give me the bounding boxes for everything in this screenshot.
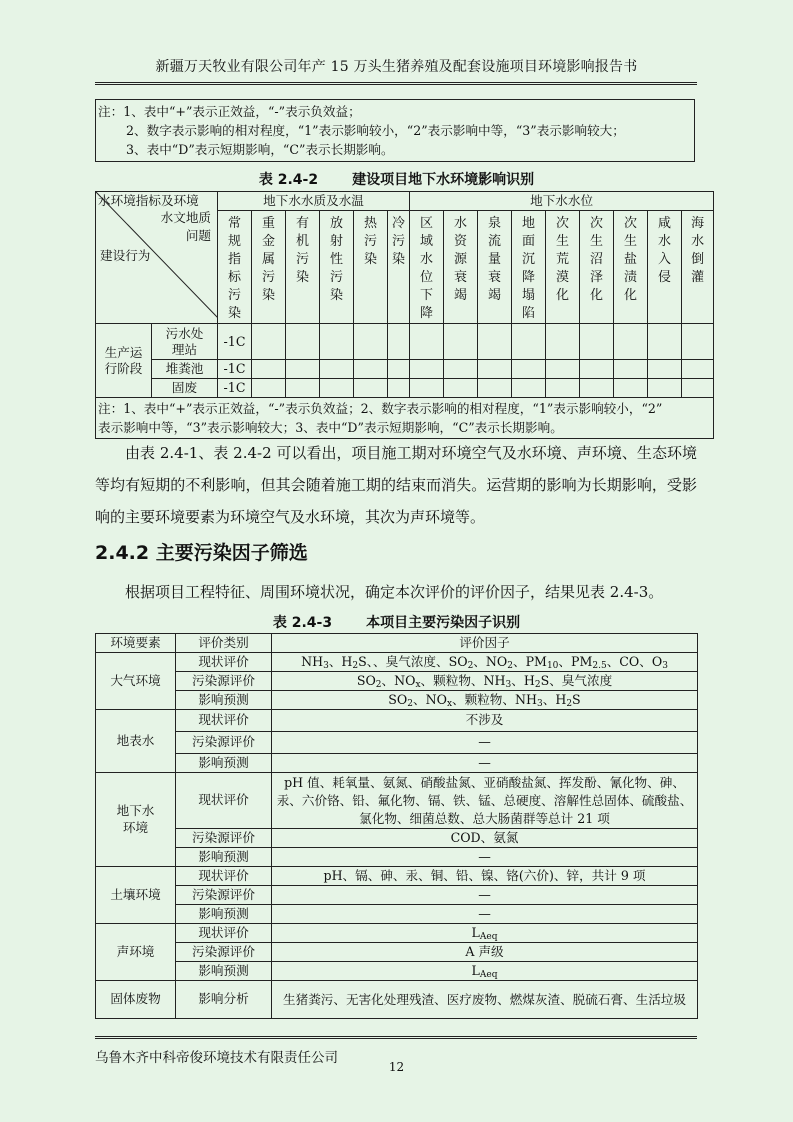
diag-label: 水文地质 xyxy=(160,210,211,225)
element-cell: 土壤环境 xyxy=(96,867,176,924)
col-header: 重金属污染 xyxy=(252,211,286,324)
header-divider xyxy=(95,82,697,85)
category-cell: 现状评价 xyxy=(176,773,272,829)
col-header: 区域水位下降 xyxy=(410,211,444,324)
row-label: 堆粪池 xyxy=(152,360,218,379)
table-242 xyxy=(95,191,714,439)
factor-cell: $L_{Aeq}$ xyxy=(272,924,698,943)
col-header: 泉流量衰竭 xyxy=(478,211,512,324)
col-header: 水资源衰竭 xyxy=(444,211,478,324)
table-cell: -1C xyxy=(218,360,252,379)
category-cell: 影响分析 xyxy=(176,981,272,1019)
category-cell: 现状评价 xyxy=(176,710,272,732)
row-label: 固废 xyxy=(152,379,218,398)
col-header: 次生沼泽化 xyxy=(580,211,614,324)
row-label: 污水处理站 xyxy=(152,324,218,360)
element-cell: 声环境 xyxy=(96,924,176,981)
stage-cell: 生产运行阶段 xyxy=(96,324,152,398)
col-header: 次生荒漠化 xyxy=(546,211,580,324)
col-header: 次生盐渍化 xyxy=(614,211,648,324)
category-cell: 污染源评价 xyxy=(176,829,272,848)
col-header: 放射性污染 xyxy=(320,211,354,324)
table-cell: -1C xyxy=(218,324,252,360)
category-cell: 影响预测 xyxy=(176,962,272,981)
diagonal-header-cell xyxy=(96,192,218,324)
table-242-caption xyxy=(0,169,793,189)
table-header: 评价类别 xyxy=(176,634,272,653)
footer-divider xyxy=(95,1036,697,1039)
category-cell: 污染源评价 xyxy=(176,732,272,754)
element-cell: 大气环境 xyxy=(96,653,176,710)
category-cell: 污染源评价 xyxy=(176,943,272,962)
page-number: 12 xyxy=(388,1060,405,1074)
top-note xyxy=(95,99,695,162)
diag-label: 水环境指标及环境 xyxy=(98,193,199,208)
factor-cell: pH、镉、砷、汞、铜、铅、镍、铬(六价)、锌，共计 9 项 xyxy=(272,867,698,886)
body-paragraph: 由表 2.4-1、表 2.4-2 可以看出，项目施工期对环境空气及水环境、声环境、生态环境等均有短期的不利影响，但其会随着施工期的结束而消失。运营期的影响为长期影响，受影响的主要环境要素为环境空气及水环境，其次为声环境等。 xyxy=(95,444,697,526)
category-cell: 现状评价 xyxy=(176,867,272,886)
factor-cell: $L_{Aeq}$ xyxy=(272,962,698,981)
page-header: 新疆万天牧业有限公司年产 15 万头生猪养殖及配套设施项目环境影响报告书 xyxy=(155,59,638,75)
category-cell: 影响预测 xyxy=(176,754,272,773)
element-cell: 地下水环境 xyxy=(96,773,176,867)
diag-label: 建设行为 xyxy=(100,248,151,263)
factor-cell: — xyxy=(272,848,698,867)
col-header: 海水倒灌 xyxy=(682,211,714,324)
caption-number: 表 2.4-2 xyxy=(258,172,319,188)
element-cell: 固体废物 xyxy=(96,981,176,1019)
category-cell: 影响预测 xyxy=(176,691,272,710)
category-cell: 污染源评价 xyxy=(176,886,272,905)
category-cell: 影响预测 xyxy=(176,905,272,924)
table-header: 评价因子 xyxy=(272,634,698,653)
table-note: 注：1、表中“+”表示正效益，“-”表示负效益；2、数字表示影响的相对程度，“1”表示影响较小，“2” 表示影响中等，“3”表示影响较大；3、表中“D”表示短期影响，“C”表示长期影响。 xyxy=(96,398,714,439)
factor-cell: $SO_2$、$NO_x$、颗粒物、$NH_3$、$H_2S$ xyxy=(272,691,698,710)
body-paragraph: 根据项目工程特征、周围环境状况，确定本次评价的评价因子，结果见表 2.4-3。 xyxy=(125,583,664,601)
factor-cell: — xyxy=(272,886,698,905)
category-cell: 污染源评价 xyxy=(176,672,272,691)
col-header: 咸水入侵 xyxy=(648,211,682,324)
factor-cell: 生猪粪污、无害化处理残渣、医疗废物、燃煤灰渣、脱硫石膏、生活垃圾 xyxy=(272,981,698,1019)
element-cell: 地表水 xyxy=(96,710,176,773)
factor-cell: A 声级 xyxy=(272,943,698,962)
factor-cell: pH 值、耗氧量、氨氮、硝酸盐氮、亚硝酸盐氮、挥发酚、氰化物、砷、汞、六价铬、铅、氟化物、镉、铁、锰、总硬度、溶解性总固体、硫酸盐、氯化物、细菌总数、总大肠菌群等总计 21 项 xyxy=(272,773,698,829)
factor-cell: 不涉及 xyxy=(272,710,698,732)
section-heading: 2.4.2 主要污染因子筛选 xyxy=(95,542,308,564)
caption-title: 本项目主要污染因子识别 xyxy=(366,615,521,631)
category-cell: 现状评价 xyxy=(176,653,272,672)
factor-cell: — xyxy=(272,754,698,773)
col-header: 地面沉降塌陷 xyxy=(512,211,546,324)
caption-number: 表 2.4-3 xyxy=(272,615,333,631)
group-header: 地下水水位 xyxy=(410,192,714,211)
factor-cell: $NH_3$、$H_2S$、、臭气浓度、$SO_2$、$NO_2$、$PM_{10}$、$PM_{2.5}$、CO、$O_3$ xyxy=(272,653,698,672)
factor-cell: COD、氨氮 xyxy=(272,829,698,848)
table-header: 环境要素 xyxy=(96,634,176,653)
note-line: 2、数字表示影响的相对程度，“1”表示影响较小，“2”表示影响中等，“3”表示影响较大； xyxy=(126,123,625,138)
caption-title: 建设项目地下水环境影响识别 xyxy=(352,172,535,188)
category-cell: 现状评价 xyxy=(176,924,272,943)
factor-cell: — xyxy=(272,732,698,754)
col-header: 常规指标污染 xyxy=(218,211,252,324)
group-header: 地下水水质及水温 xyxy=(218,192,410,211)
diag-label: 问题 xyxy=(185,228,211,243)
footer-company: 乌鲁木齐中科帝俊环境技术有限责任公司 xyxy=(95,1050,338,1066)
col-header: 热污染 xyxy=(354,211,388,324)
note-line: 3、表中“D”表示短期影响，“C”表示长期影响。 xyxy=(126,142,394,157)
category-cell: 影响预测 xyxy=(176,848,272,867)
table-cell: -1C xyxy=(218,379,252,398)
factor-cell: — xyxy=(272,905,698,924)
table-243 xyxy=(95,633,698,1019)
factor-cell: $SO_2$、$NO_x$、颗粒物、$NH_3$、$H_2S$、臭气浓度 xyxy=(272,672,698,691)
col-header: 有机污染 xyxy=(286,211,320,324)
table-243-caption xyxy=(0,612,793,632)
note-line: 注：1、表中“+”表示正效益，“-”表示负效益； xyxy=(98,104,361,119)
col-header: 冷污染 xyxy=(388,211,410,324)
